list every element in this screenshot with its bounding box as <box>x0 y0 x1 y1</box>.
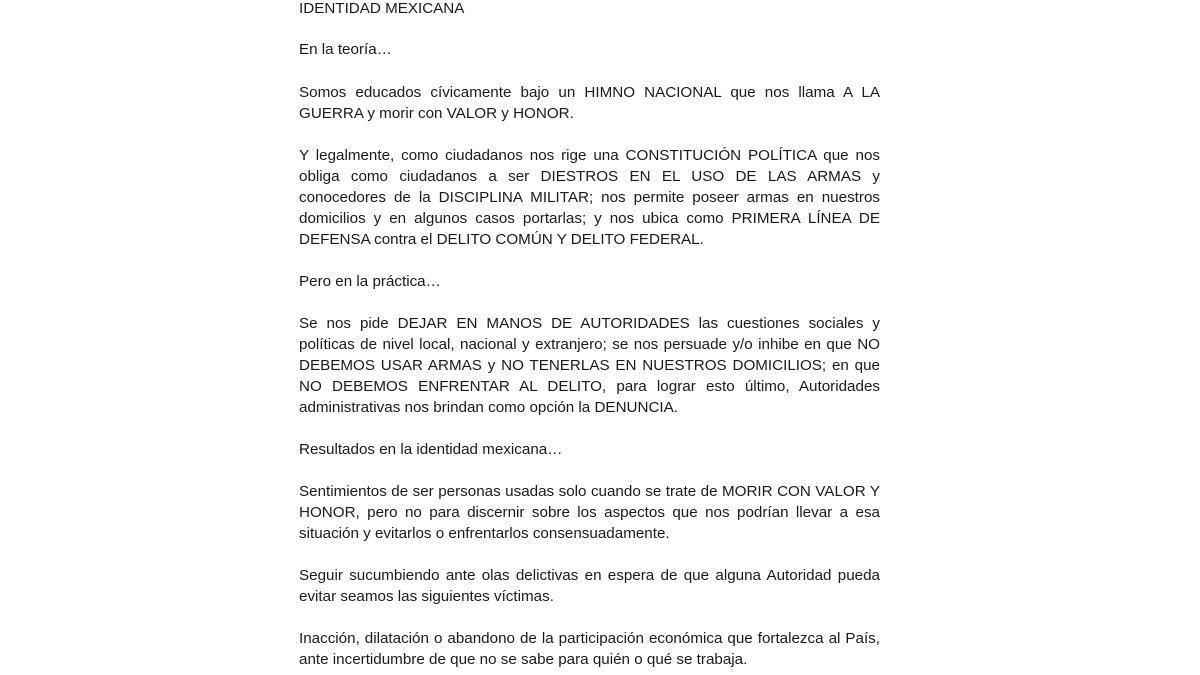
paragraph-authorities: Se nos pide DEJAR EN MANOS DE AUTORIDADES las cuestiones sociales y políticas de nivel local, nacional y extranjero; se nos persuade y/o inhibe en que NO DEBEMOS USAR ARMAS y NO TENERLAS EN NUESTROS DOMICILIOS; en que NO DEBEMOS ENFRENTAR AL DELITO, para lograr esto último, Autoridades administrativas nos brindan como opción la DENUNCIA. <box>299 315 880 416</box>
paragraph-economic-inaction: Inacción, dilatación o abandono de la participación económica que fortalezca al País, ante incertidumbre de que no se sabe para quién o qué se trabaja. <box>299 630 880 668</box>
section-heading-theory: En la teoría… <box>299 41 392 58</box>
paragraph-crime-waves: Seguir sucumbiendo ante olas delictivas en espera de que alguna Autoridad pueda evitar seamos las siguientes víctimas. <box>299 567 880 605</box>
paragraph-anthem: Somos educados cívicamente bajo un HIMNO NACIONAL que nos llama A LA GUERRA y morir con VALOR y HONOR. <box>299 84 880 122</box>
paragraph-constitution: Y legalmente, como ciudadanos nos rige una CONSTITUCIÓN POLÍTICA que nos obliga como ciudadanos a ser DIESTROS EN EL USO DE LAS ARMAS y conocedores de la DISCIPLINA MILITAR; nos permite poseer armas en nuestros domicilios y en algunos casos portarlas; y nos ubica como PRIMERA LÍNEA DE DEFENSA contra el DELITO COMÚN Y DELITO FEDERAL. <box>299 147 880 248</box>
section-heading-results: Resultados en la identidad mexicana… <box>299 441 563 458</box>
section-heading-practice: Pero en la práctica… <box>299 273 441 290</box>
paragraph-feelings: Sentimientos de ser personas usadas solo cuando se trate de MORIR CON VALOR Y HONOR, pero no para discernir sobre los aspectos que nos podrían llevar a esa situación y evitarlos o enfrentarlos consensuadamente. <box>299 483 880 542</box>
document-title: IDENTIDAD MEXICANA <box>299 0 465 17</box>
